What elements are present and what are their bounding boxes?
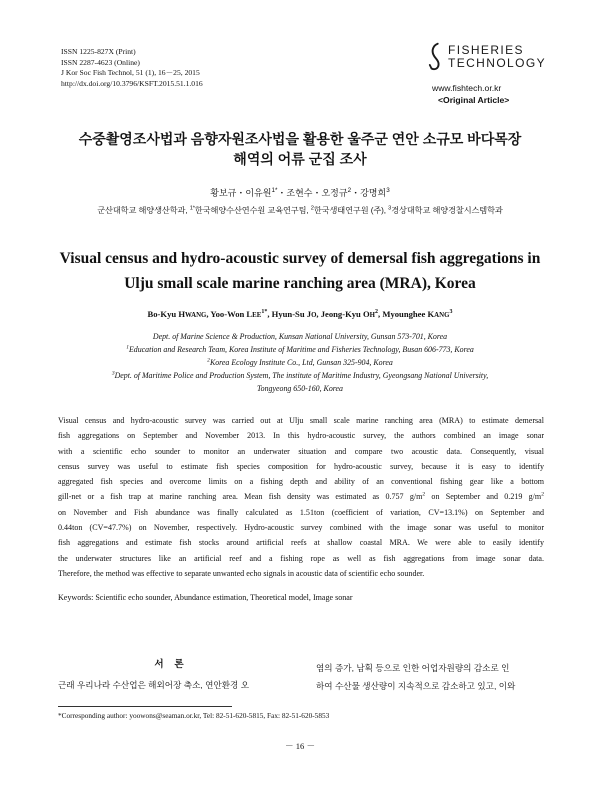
journal-logo [428,40,546,84]
abstract-line: with a scientific echo sounder to monitor an underwater situation and compare two acoustic data. Consequently, visual [58,446,544,456]
body-left-column: 근래 우리나라 수산업은 해외어장 축소, 연안환경 오 [58,680,250,690]
doi-link[interactable]: http://dx.doi.org/10.3796/KSFT.2015.51.1.016 [61,78,203,88]
abstract-line: Visual census and hydro-acoustic survey was carried out at Ulju small scale marine ranching area (MRA) to estimate demersal [58,416,544,425]
abstract-line: on November and Fish abundance was finally calculated as 1.51ton (coefficient of variation, CV=13.1%) on September and [58,507,544,517]
abstract-line: fish aggregations and estimate fish stocks around artificial reefs at shallow coastal MRA. We were able to easily identify [58,538,544,548]
footnote-divider [58,706,232,707]
logo-word-technology: TECHNOLOGY [447,56,546,70]
section-title-introduction: 서 론 [154,659,188,670]
corresponding-author-footnote: *Corresponding author: yoowons@seaman.or.kr, Tel: 82-51-620-5815, Fax: 82-51-620-5853 [58,711,330,720]
english-affiliations [50,330,550,395]
korean-authors: 황보규・이유원$^{1*}$・조현수・오정규$^2$・강명희$^3$ [210,187,390,198]
abstract-line: 0.44ton (CV=47.7%) on November, respectively. Hydro-acoustic survey combined with the image sonar was useful to monitor [58,523,544,533]
affiliation-line: $^2$Korea Ecology Institute Co., Ltd, Gunsan 325-904, Korea [207,357,393,367]
english-title [40,246,560,296]
issn-online: ISSN 2287-4623 (Online) [61,57,140,67]
abstract-line: aggregated fish species and overcome limits on a fishing depth and ability of an conventional fishing gear like a bottom [58,477,544,487]
issn-print: ISSN 1225-827X (Print) [61,47,136,56]
abstract-line: census survey was useful to estimate fish species composition for hydro-acoustic survey, because it is easy to identify [58,461,544,471]
abstract-line: the underwater structures like an artificial reef and a fishing rope as well as fish aggregations from image sonar data. [58,553,544,563]
korean-title-line: 해역의 어류 군집 조사 [233,151,367,167]
journal-url[interactable]: www.fishtech.or.kr [432,83,502,93]
page-number: － 16 － [284,741,316,751]
abstract-line: gill-net or a fish trap at marine ranching area. Mean fish density was estimated as 0.757 $g/m^2$ on September and 0.219 $g/m^2$ [58,491,544,502]
korean-title-line: 수중촬영조사법과 음향자원조사법을 활용한 울주군 연안 소규모 바다목장 [78,131,522,147]
english-title-line: Ulju small scale marine ranching area (MRA), Korea [124,275,476,292]
affiliation-line: Tongyeong 650-160, Korea [257,384,343,393]
citation: J Kor Soc Fish Technol, 51 (1), 16－25, 2015 [61,68,200,78]
affiliation-line: Dept. of Marine Science & Production, Kunsan National University, Gunsan 573-701, Korea [152,332,448,341]
korean-title [30,129,570,169]
body-line: 염의 증가, 남획 등으로 인한 어업자원량의 감소로 인 [316,663,510,673]
affiliation-line: $^1$Education and Research Team, Korea Institute of Maritime and Fisheries Technology, Busan 606-773, Korea [126,344,474,354]
article-type: <Original Article> [438,95,510,105]
abstract-line: Therefore, the method was effective to separate unwanted echo signals in acoustic data of scientific echo sounder. [58,568,425,578]
korean-affiliations: 군산대학교 해양생산학과, $^{1*}$한국해양수산연수원 교육연구팀, $^2$한국생태연구원 (주), $^3$경상대학교 해양경찰시스템학과 [97,205,503,215]
abstract [58,413,544,581]
body-right-column [316,659,515,695]
english-authors: Bo-Kyu HWANG, Yoo-Won $LEE^{1*}$, Hyun-Su JO, Jeong-Kyu $OH^2$, Myounghee KANG$^3$ [147,309,453,319]
logo-word-fisheries: FISHERIES [447,43,524,57]
fish-hook-icon [428,40,443,74]
english-title-line: Visual census and hydro-acoustic survey of demersal fish aggregations in [59,250,541,267]
affiliation-line: $^3$Dept. of Maritime Police and Production System, The institute of Maritime Industry, Gyeongsang National University, [111,370,489,380]
abstract-line: fish aggregations on September and November 2013. In this hydro-acoustic survey, the authors combined an image sonar [58,431,544,441]
keywords: Keywords: Scientific echo sounder, Abundance estimation, Theoretical model, Image sonar [58,593,353,602]
body-line: 하여 수산물 생산량이 지속적으로 감소하고 있고, 이와 [316,681,516,691]
publication-metadata [61,47,203,89]
